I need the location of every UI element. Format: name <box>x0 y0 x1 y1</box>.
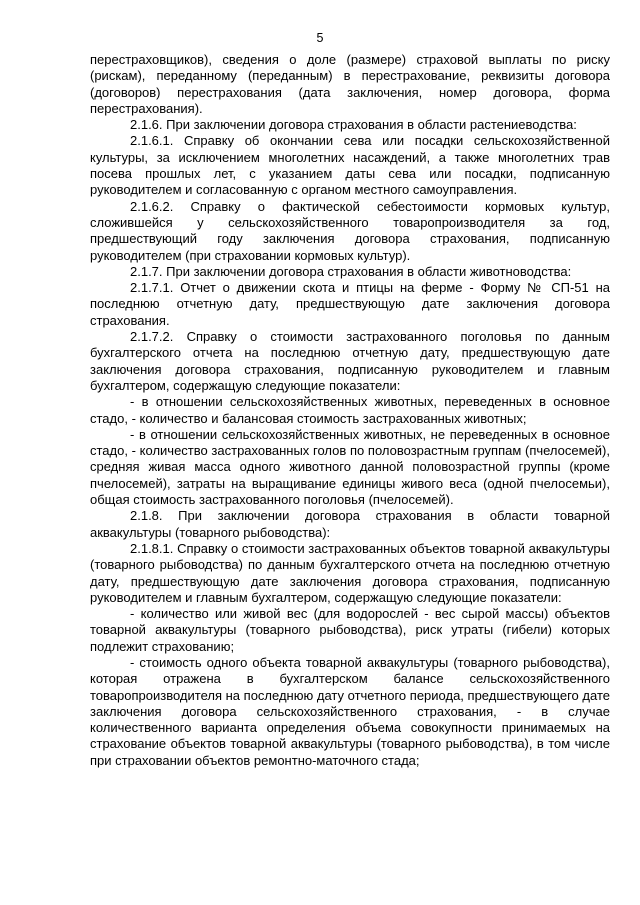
paragraph-continuation: перестраховщиков), сведения о доле (размере) страховой выплаты по риску (рискам), переданному (переданным) в перестрахование, реквизиты договора (договоров) перестрахования (дата заключения, номер договора, форма перестрахования). <box>90 52 610 116</box>
list-item-main-herd: - в отношении сельскохозяйственных животных, переведенных в основное стадо, - количество и балансовая стоимость застрахованных животных; <box>90 394 610 426</box>
document-body <box>90 52 610 769</box>
list-item-not-main-herd: - в отношении сельскохозяйственных животных, не переведенных в основное стадо, - количество застрахованных голов по половозрастным группам (пчелосемей), средняя живая масса одного животного данной половозрастной группы (кроме пчелосемей), затраты на выращивание единицы живого веса (одной пчелосемьи), общая стоимость застрахованного поголовья (пчелосемей). <box>90 426 610 508</box>
paragraph-2-1-6-1: 2.1.6.1. Справку об окончании сева или посадки сельскохозяйственной культуры, за исключением многолетних насаждений, а также многолетних трав посева прошлых лет, с указанием даты сева или посадки, подписанную руководителем и согласованную с органом местного самоуправления. <box>90 133 610 198</box>
page-number: 5 <box>316 31 324 45</box>
paragraph-2-1-7-2: 2.1.7.2. Справку о стоимости застрахованного поголовья по данным бухгалтерского отчета на последнюю отчетную дату, предшествующую дате заключения договора страхования, подписанную руководителем и главным бухгалтером, содержащую следующие показатели: <box>90 329 610 393</box>
paragraph-2-1-8: 2.1.8. При заключении договора страхования в области товарной аквакультуры (товарного рыбоводства): <box>90 508 610 540</box>
paragraph-2-1-7: 2.1.7. При заключении договора страхования в области животноводства: <box>130 263 572 279</box>
paragraph-2-1-8-1: 2.1.8.1. Справку о стоимости застрахованных объектов товарной аквакультуры (товарного рыбоводства) по данным бухгалтерского отчета на последнюю отчетную дату, предшествующую дате заключения договора страхования, подписанную руководителем и главным бухгалтером, содержащую следующие показатели: <box>90 540 610 605</box>
paragraph-2-1-6-2: 2.1.6.2. Справку о фактической себестоимости кормовых культур, сложившейся у сельскохозяйственного товаропроизводителя за год, предшествующий году заключения договора страхования, подписанную руководителем (при страховании кормовых культур). <box>90 198 610 263</box>
list-item-cost: - стоимость одного объекта товарной аквакультуры (товарного рыбоводства), которая отражена в бухгалтерском балансе сельскохозяйственного товаропроизводителя на последнюю дату отчетного периода, предшествующего дате заключения договора сельскохозяйственного страхования, - в случае количественного варианта определения объема совокупности принимаемых на страхование объектов товарной аквакультуры (товарного рыбоводства), в том числе при страховании объектов ремонтно-маточного стада; <box>90 654 610 768</box>
list-item-quantity: - количество или живой вес (для водорослей - вес сырой массы) объектов товарной аквакультуры (товарного рыбоводства), риск утраты (гибели) которых подлежит страхованию; <box>90 606 610 654</box>
paragraph-2-1-7-1: 2.1.7.1. Отчет о движении скота и птицы на ферме - Форму № СП-51 на последнюю отчетную дату, предшествующую дате заключения договора страхования. <box>90 280 610 328</box>
paragraph-2-1-6: 2.1.6. При заключении договора страхования в области растениеводства: <box>130 117 577 133</box>
